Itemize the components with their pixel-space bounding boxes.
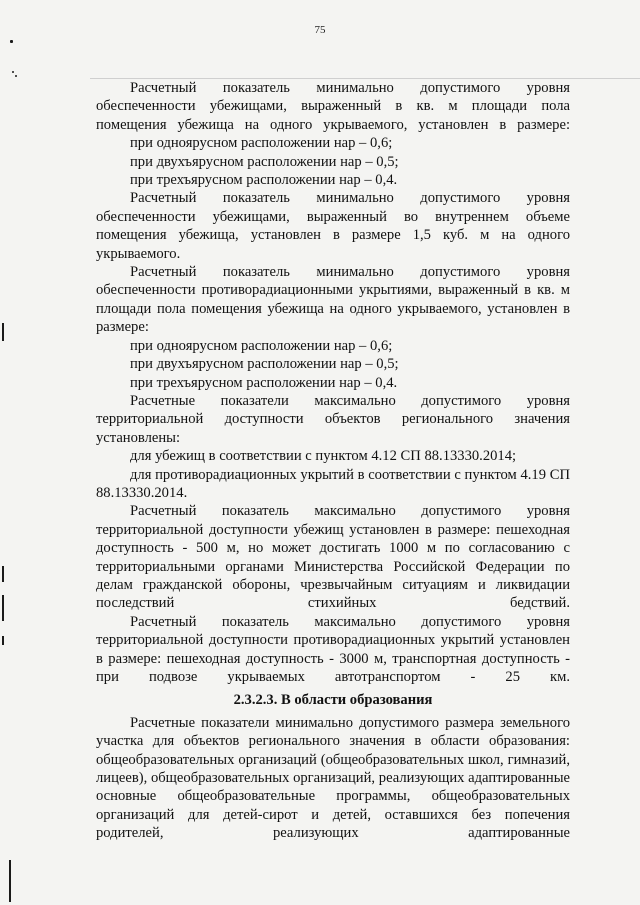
list-item: при трехъярусном расположении нар – 0,4. [130, 374, 398, 391]
list-item: для противорадиационных укрытий в соответствии с пунктом 4.19 СП 88.13330.2014. [96, 466, 570, 501]
list-item: при двухъярусном расположении нар – 0,5; [130, 356, 399, 373]
list-item: при трехъярусном расположении нар – 0,4. [130, 172, 398, 189]
list-item: для убежищ в соответствии с пунктом 4.12 СП 88.13330.2014; [130, 448, 517, 465]
paragraph: Расчетный показатель минимально допустимого уровня обеспеченности убежищами, выраженный во внутреннем объеме помещения убежища, установлен в размере 1,5 куб. м на одного укрываемого. [96, 190, 570, 262]
scan-margin-mark [2, 566, 4, 582]
list-item: при одноярусном расположении нар – 0,6; [130, 135, 393, 152]
paragraph: Расчетные показатели максимально допустимого уровня территориальной доступности объектов регионального значения установлены: [96, 392, 570, 446]
scan-speck [10, 40, 13, 43]
paragraph: Расчетный показатель максимально допустимого уровня территориальной доступности противорадиационных укрытий установлен в размере: пешеходная доступность - 3000 м, транспортная доступность - при подвозе укрываемых автотранспортом - 25 км. [96, 613, 570, 685]
paragraph: Расчетный показатель максимально допустимого уровня территориальной доступности убежищ установлен в размере: пешеходная доступность - 500 м, но может достигать 1000 м по согласованию с территориальными органами Министерства Российской Федерации по делам гражданской обороны, чрезвычайным ситуациям и ликвидации последствий стихийных бедствий. [96, 503, 570, 612]
scan-margin-mark [2, 636, 4, 645]
paragraph: Расчетный показатель минимально допустимого уровня обеспеченности противорадиационными укрытиями, выраженный в кв. м площади пола помещения убежища на одного укрываемого, установлен в размере: [96, 264, 570, 336]
section-heading: 2.3.2.3. В области образования [233, 692, 433, 709]
document-body [96, 79, 570, 843]
list-item: при двухъярусном расположении нар – 0,5; [130, 153, 399, 170]
scan-speck [15, 75, 17, 77]
scan-margin-mark [2, 595, 4, 621]
page-number: 75 [314, 24, 326, 36]
scan-margin-mark [9, 860, 11, 902]
paragraph: Расчетный показатель минимально допустимого уровня обеспеченности убежищами, выраженный в кв. м площади пола помещения убежища на одного укрываемого, установлен в размере: [96, 80, 570, 133]
paragraph: Расчетные показатели минимально допустимого размера земельного участка для объектов регионального значения в области образования: общеобразовательных организаций (общеобразовательных школ, гимназий, лицеев), общеобразовательных организаций, реализующих адаптированные основные общеобразовательные программы, общеобразовательных организаций для детей-сирот и детей, оставшихся без попечения родителей, реализующих адаптированные [96, 714, 570, 842]
scan-speck [12, 71, 14, 73]
scan-margin-mark [2, 323, 4, 341]
list-item: при одноярусном расположении нар – 0,6; [130, 337, 393, 354]
